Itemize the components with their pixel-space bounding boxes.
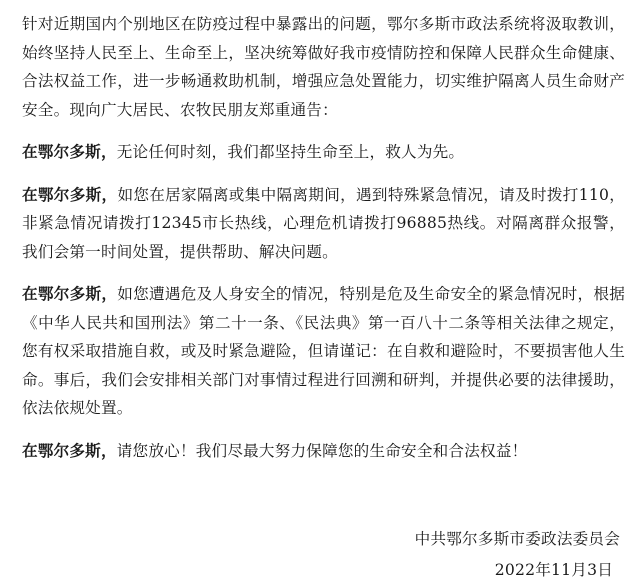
paragraph-lead: 在鄂尔多斯， xyxy=(22,142,117,161)
issue-date: 2022年11月3日 xyxy=(494,561,613,579)
issuer-signature: 中共鄂尔多斯市委政法委员会 xyxy=(414,530,620,548)
paragraph-text: 请您放心！我们尽最大努力保障您的生命安全和合法权益！ xyxy=(116,441,528,460)
paragraph-text: 无论任何时刻，我们都坚持生命至上，救人为先。 xyxy=(116,143,465,161)
paragraph-lead: 在鄂尔多斯， xyxy=(22,184,118,204)
intro-paragraph: 针对近期国内个别地区在防疫过程中暴露出的问题，鄂尔多斯市政法系统将汲取教训，始终坚持人民至上、生命至上，坚决统筹做好我市疫情防控和保障人民群众生命健康、合法权益工作，进一步畅通救助机制，增强应急处置能力，切实维护隔离人员生命财产安全。现向广大居民、农牧民朋友郑重通告： xyxy=(22,15,625,119)
paragraph-text: 如您在居家隔离或集中隔离期间，遇到特殊紧急情况，请及时拨打110，非紧急情况请拨打12345市长热线，心理危机请拨打96885热线。对隔离群众报警，我们会第一时间处置，提供帮助、解决问题。 xyxy=(22,185,625,261)
paragraph-lead: 在鄂尔多斯， xyxy=(22,440,117,460)
paragraph-lead: 在鄂尔多斯， xyxy=(22,284,118,303)
notice-paragraph-2 xyxy=(22,181,625,267)
notice-paragraph-3 xyxy=(22,280,625,423)
paragraph-text: 如您遭遇危及人身安全的情况，特别是危及生命安全的紧急情况时，根据《中华人民共和国刑法》第二十一条、《民法典》第一百八十二条等相关法律之规定，您有权采取措施自救，或及时紧急避险，但请谨记：在自救和避险时，不要损害他人生命。事后，我们会安排相关部门对事情过程进行回溯和研判，并提供必要的法律援助，依法依规处置。 xyxy=(22,285,626,417)
notice-paragraph-1 xyxy=(22,138,625,167)
notice-paragraph-4 xyxy=(22,437,625,466)
